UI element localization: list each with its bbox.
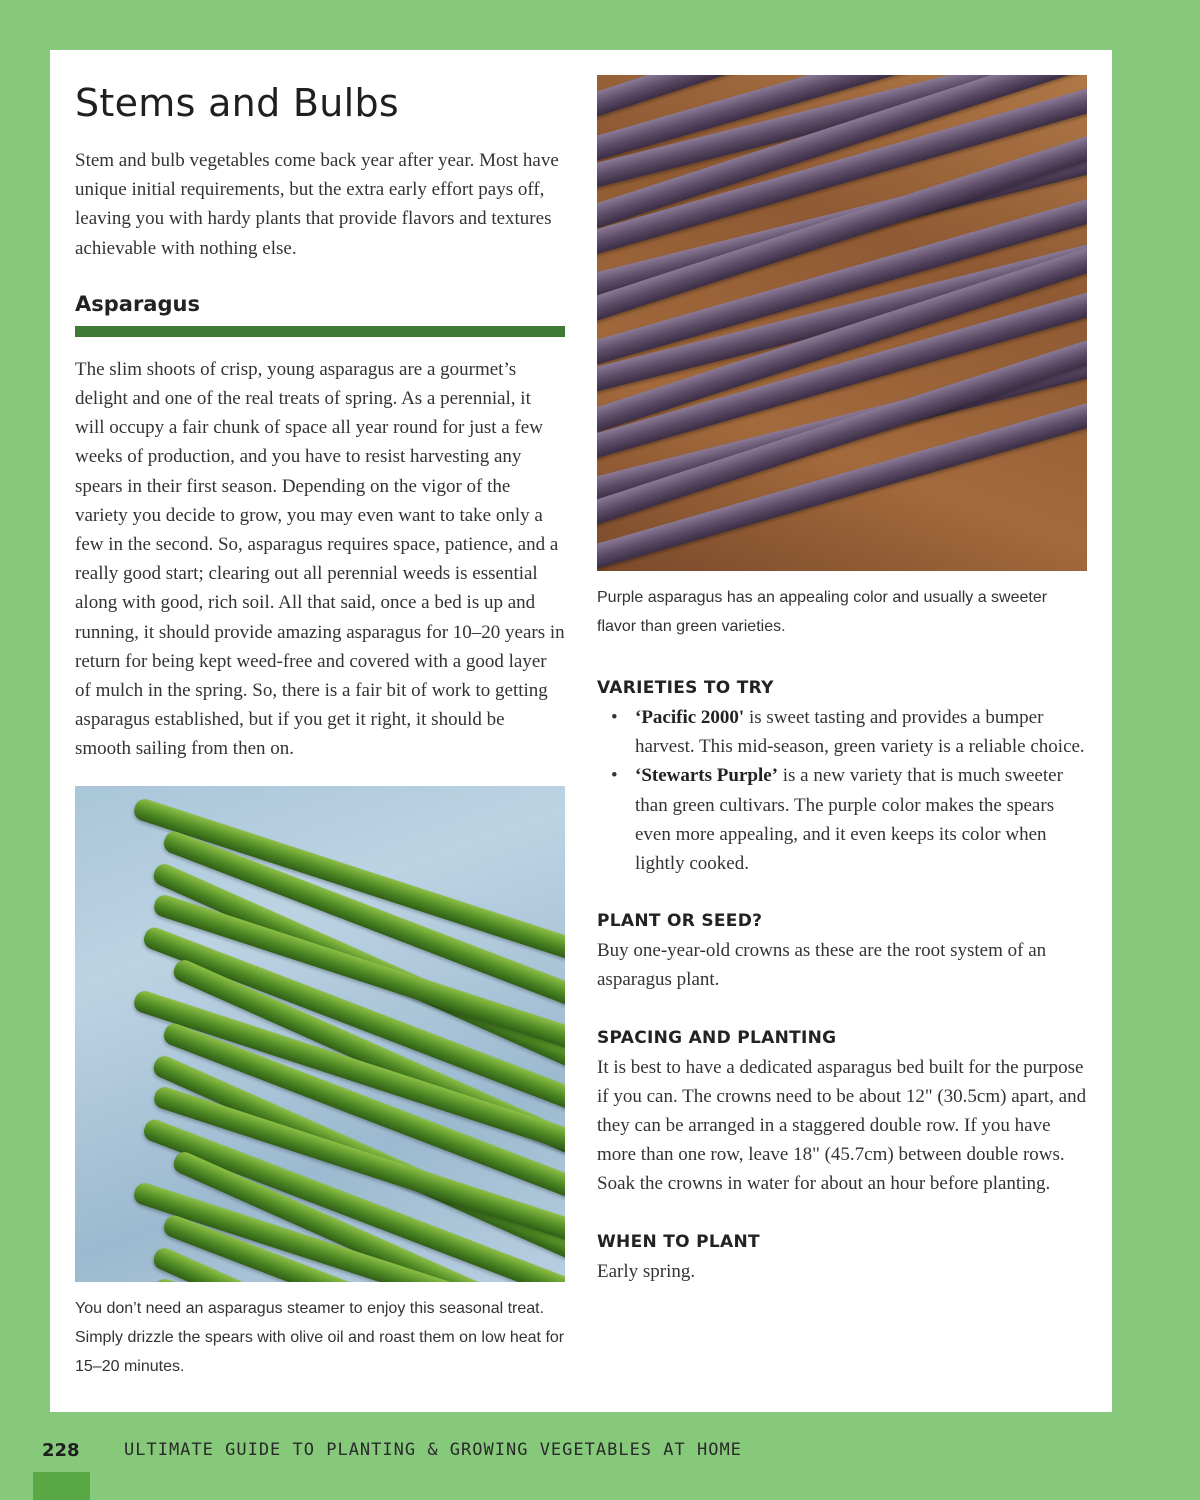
roasted-asparagus-photo	[75, 786, 565, 1282]
book-title: ULTIMATE GUIDE TO PLANTING & GROWING VEGETABLES AT HOME	[124, 1440, 742, 1460]
varieties-list	[597, 703, 1087, 878]
variety-name: ‘Pacific 2000'	[635, 707, 745, 728]
bullet-icon: •	[611, 765, 618, 787]
varieties-heading: VARIETIES TO TRY	[597, 678, 774, 698]
when-to-plant-section	[597, 1227, 1087, 1286]
left-column	[75, 80, 565, 1381]
page-tab	[33, 1472, 90, 1500]
variety-name: ‘Stewarts Purple’	[635, 765, 778, 787]
asparagus-heading: Asparagus	[75, 291, 200, 316]
plant-or-seed-heading: PLANT OR SEED?	[597, 911, 763, 932]
right-column	[597, 75, 1087, 1286]
heading-rule	[75, 326, 565, 337]
plant-or-seed-text: Buy one-year-old crowns as these are the root system of an asparagus plant.	[597, 940, 1047, 991]
asparagus-body: The slim shoots of crisp, young asparagus are a gourmet’s delight and one of the real treats of spring. As a perennial, it will occupy a fair chunk of space all year round for just a few weeks of production, and you have to resist harvesting any spears in their first season. Depending on the vigor of the variety you decide to grow, you may even want to take only a few in the second. So, asparagus requires space, patience, and a really good start; clearing out all perennial weeds is essential along with good, rich soil. All that said, once a bed is up and running, it should provide amazing asparagus for 10–20 years in return for being kept weed-free and covered with a good layer of mulch in the spring. So, there is a fair bit of work to getting asparagus established, but if you get it right, it should be smooth sailing from then on.	[75, 358, 565, 760]
varieties-section	[597, 673, 1087, 878]
spacing-section	[597, 1023, 1087, 1199]
list-item	[597, 703, 1087, 761]
right-photo-caption: Purple asparagus has an appealing color and usually a sweeter flavor than green varieties.	[597, 589, 1048, 635]
spacing-heading: SPACING AND PLANTING	[597, 1027, 837, 1048]
plant-or-seed-section	[597, 906, 1087, 994]
list-item	[597, 761, 1087, 878]
purple-asparagus-photo	[597, 75, 1087, 571]
when-to-plant-text: Early spring.	[597, 1260, 696, 1282]
page-number: 228	[42, 1440, 80, 1461]
variety-description: is a new variety that is much sweeter than green cultivars. The purple color makes the spears even more appealing, and it even keeps its color when lightly cooked.	[635, 765, 1063, 875]
intro-paragraph: Stem and bulb vegetables come back year after year. Most have unique initial requirements, but the extra early effort pays off, leaving you with hardy plants that provide flavors and textures achievable with nothing else.	[75, 150, 559, 259]
variety-description: is sweet tasting and provides a bumper harvest. This mid-season, green variety is a reliable choice.	[635, 707, 1085, 758]
page-title: Stems and Bulbs	[75, 81, 399, 125]
bullet-icon: •	[611, 707, 618, 728]
left-photo-caption: You don’t need an asparagus steamer to enjoy this seasonal treat. Simply drizzle the spears with olive oil and roast them on low heat for 15–20 minutes.	[75, 1299, 565, 1375]
when-to-plant-heading: WHEN TO PLANT	[597, 1231, 760, 1252]
book-page	[50, 50, 1112, 1412]
spacing-text: It is best to have a dedicated asparagus bed built for the purpose if you can. The crowns need to be about 12" (30.5cm) apart, and they can be arranged in a staggered double row. If you have more than one row, leave 18" (45.7cm) between double rows. Soak the crowns in water for about an hour before planting.	[597, 1056, 1087, 1195]
